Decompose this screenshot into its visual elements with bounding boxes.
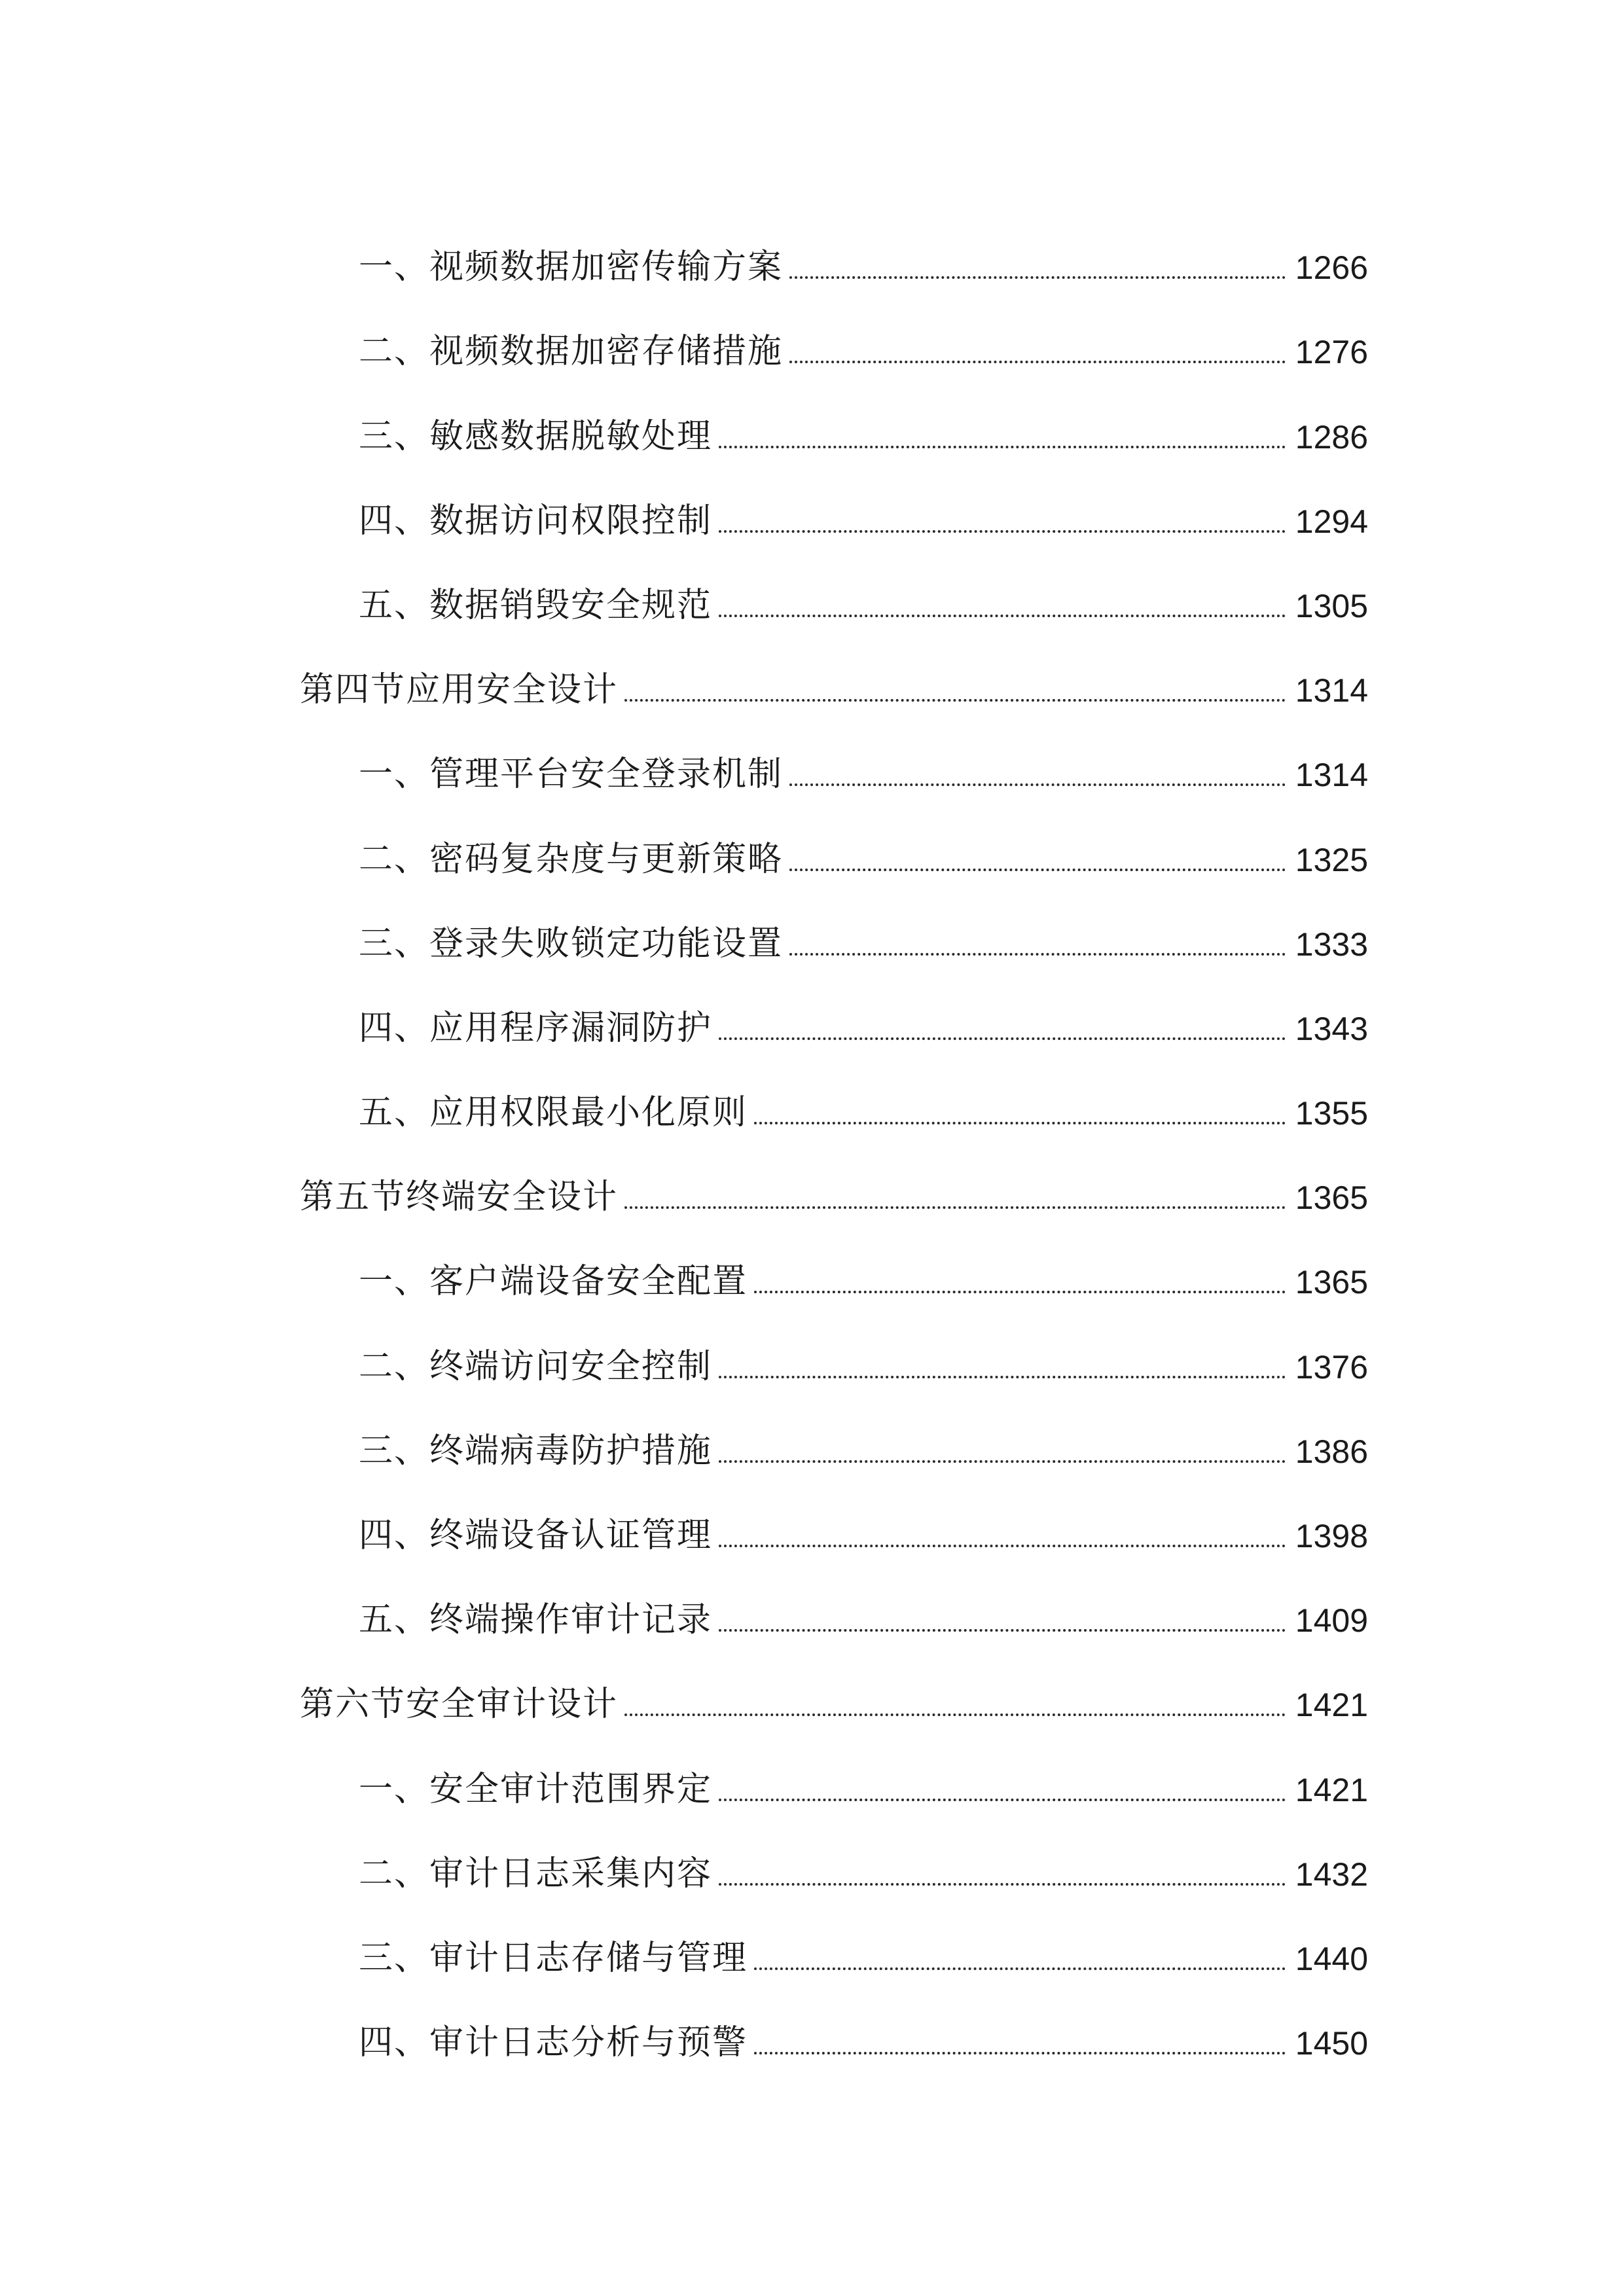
toc-dot-leader (719, 1883, 1286, 1886)
toc-page-number: 1286 (1295, 418, 1368, 456)
toc-subsection-entry[interactable] (300, 1229, 1368, 1313)
toc-dot-leader (719, 446, 1286, 448)
toc-subsection-entry[interactable] (300, 1313, 1368, 1397)
toc-page-number: 1432 (1295, 1856, 1368, 1893)
toc-entry-title: 二、视频数据加密存储措施 (359, 332, 784, 372)
toc-entry-title: 四、审计日志分析与预警 (359, 2023, 748, 2063)
toc-subsection-entry[interactable] (300, 1905, 1368, 1990)
toc-subsection-entry[interactable] (300, 298, 1368, 383)
toc-subsection-entry[interactable] (300, 1482, 1368, 1567)
toc-subsection-entry[interactable] (300, 468, 1368, 552)
toc-page-number: 1325 (1295, 841, 1368, 878)
table-of-contents (300, 214, 1368, 2074)
toc-page-number: 1294 (1295, 503, 1368, 540)
toc-entry-title: 二、审计日志采集内容 (359, 1854, 713, 1893)
toc-page-number: 1365 (1295, 1264, 1368, 1301)
toc-dot-leader (754, 2052, 1286, 2054)
toc-subsection-entry[interactable] (300, 806, 1368, 890)
toc-page-number: 1314 (1295, 757, 1368, 794)
toc-page-number: 1409 (1295, 1602, 1368, 1640)
toc-entry-title: 三、终端病毒防护措施 (359, 1431, 713, 1471)
toc-dot-leader (719, 1460, 1286, 1463)
toc-subsection-entry[interactable] (300, 1821, 1368, 1905)
toc-entry-title: 五、终端操作审计记录 (359, 1600, 713, 1640)
toc-subsection-entry[interactable] (300, 975, 1368, 1060)
toc-page-number: 1333 (1295, 925, 1368, 963)
toc-entry-title: 五、应用权限最小化原则 (359, 1093, 748, 1133)
toc-dot-leader (789, 361, 1286, 363)
toc-page-number: 1421 (1295, 1687, 1368, 1724)
toc-page-number: 1421 (1295, 1771, 1368, 1808)
toc-subsection-entry[interactable] (300, 1398, 1368, 1482)
toc-page-number: 1266 (1295, 249, 1368, 287)
toc-dot-leader (624, 1713, 1286, 1716)
toc-section-entry[interactable] (300, 637, 1368, 721)
toc-subsection-entry[interactable] (300, 1990, 1368, 2074)
toc-dot-leader (719, 530, 1286, 533)
toc-subsection-entry[interactable] (300, 891, 1368, 975)
toc-dot-leader (719, 1629, 1286, 1632)
toc-page-number: 1398 (1295, 1518, 1368, 1554)
toc-section-entry[interactable] (300, 1651, 1368, 1736)
toc-dot-leader (624, 1206, 1286, 1209)
toc-dot-leader (754, 1291, 1286, 1293)
toc-page-number: 1450 (1295, 2025, 1368, 2062)
toc-dot-leader (789, 276, 1286, 279)
toc-subsection-entry[interactable] (300, 552, 1368, 637)
toc-entry-title: 二、终端访问安全控制 (359, 1346, 713, 1386)
toc-dot-leader (719, 1376, 1286, 1378)
toc-entry-title: 四、应用程序漏洞防护 (359, 1008, 713, 1048)
toc-entry-title: 第五节终端安全设计 (300, 1177, 619, 1217)
toc-entry-title: 三、审计日志存储与管理 (359, 1938, 748, 1978)
toc-entry-title: 三、敏感数据脱敏处理 (359, 416, 713, 456)
toc-dot-leader (719, 1545, 1286, 1547)
toc-dot-leader (789, 953, 1286, 956)
toc-page-number: 1276 (1295, 334, 1368, 371)
toc-page-number: 1343 (1295, 1010, 1368, 1047)
toc-dot-leader (789, 869, 1286, 871)
toc-page-number: 1376 (1295, 1348, 1368, 1386)
toc-page-number: 1305 (1295, 587, 1368, 624)
toc-dot-leader (754, 1122, 1286, 1124)
toc-page-number: 1314 (1295, 672, 1368, 709)
toc-dot-leader (789, 783, 1286, 786)
toc-entry-title: 一、安全审计范围界定 (359, 1769, 713, 1809)
toc-entry-title: 一、客户端设备安全配置 (359, 1262, 748, 1302)
toc-page-number: 1440 (1295, 1940, 1368, 1977)
toc-section-entry[interactable] (300, 1144, 1368, 1229)
toc-dot-leader (719, 1799, 1286, 1801)
toc-entry-title: 五、数据销毁安全规范 (359, 585, 713, 625)
toc-entry-title: 第四节应用安全设计 (300, 670, 619, 710)
toc-subsection-entry[interactable] (300, 1567, 1368, 1651)
toc-entry-title: 第六节安全审计设计 (300, 1685, 619, 1725)
toc-subsection-entry[interactable] (300, 383, 1368, 467)
toc-page-number: 1365 (1295, 1179, 1368, 1217)
toc-page-number: 1386 (1295, 1433, 1368, 1470)
toc-subsection-entry[interactable] (300, 214, 1368, 298)
toc-subsection-entry[interactable] (300, 721, 1368, 806)
toc-page-number: 1355 (1295, 1095, 1368, 1132)
toc-dot-leader (719, 615, 1286, 617)
toc-dot-leader (754, 1967, 1286, 1970)
toc-entry-title: 四、数据访问权限控制 (359, 501, 713, 541)
toc-subsection-entry[interactable] (300, 1736, 1368, 1820)
toc-dot-leader (624, 699, 1286, 702)
toc-entry-title: 一、视频数据加密传输方案 (359, 247, 784, 287)
toc-entry-title: 四、终端设备认证管理 (359, 1516, 713, 1555)
toc-entry-title: 一、管理平台安全登录机制 (359, 755, 784, 795)
toc-entry-title: 三、登录失败锁定功能设置 (359, 924, 784, 963)
toc-dot-leader (719, 1037, 1286, 1040)
toc-subsection-entry[interactable] (300, 1060, 1368, 1144)
toc-entry-title: 二、密码复杂度与更新策略 (359, 839, 784, 879)
